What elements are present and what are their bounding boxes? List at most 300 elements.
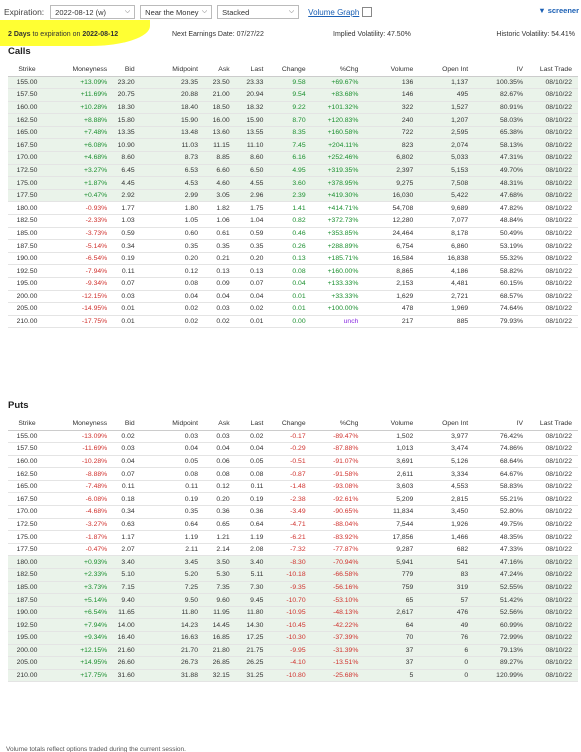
table-cell: 476 [413,606,468,619]
table-row[interactable] [8,644,578,657]
table-row[interactable] [8,202,578,215]
table-cell: 0.63 [107,518,134,531]
table-cell: 08/10/22 [523,76,578,89]
table-row[interactable] [8,240,578,253]
table-cell[interactable]: 162.50 [8,468,46,481]
table-cell: 0.64 [230,518,264,531]
table-cell: 55.21% [468,493,523,506]
table-cell: +13.09% [46,76,107,89]
table-cell: +17.75% [46,669,107,682]
column-header[interactable]: Last Trade [523,63,578,76]
table-cell[interactable]: 175.00 [8,177,46,190]
table-cell: 682 [413,543,468,556]
table-cell: 5,422 [413,189,468,202]
table-cell: 74.86% [468,443,523,456]
table-cell: 48.31% [468,177,523,190]
table-cell[interactable]: 182.50 [8,569,46,582]
table-cell: 8.70 [263,114,305,127]
table-cell: 0.08 [135,468,198,481]
column-header[interactable]: Volume [358,417,413,430]
table-cell: 60.15% [468,278,523,291]
column-header[interactable]: IV [468,63,523,76]
table-cell: 08/10/22 [523,493,578,506]
table-cell: 20.94 [230,89,264,102]
table-cell: 10.90 [107,139,134,152]
table-cell[interactable]: 160.00 [8,101,46,114]
table-cell: 0.08 [198,468,230,481]
table-cell[interactable]: 192.50 [8,619,46,632]
table-row[interactable] [8,303,578,316]
table-cell: 72.99% [468,632,523,645]
table-cell: 9.22 [263,101,305,114]
table-row[interactable] [8,493,578,506]
table-cell[interactable]: 185.00 [8,581,46,594]
table-cell: 57 [413,594,468,607]
table-cell: 21.75 [230,644,264,657]
table-cell[interactable]: 210.00 [8,315,46,328]
column-header[interactable]: Midpoint [135,417,198,430]
table-cell: 49 [413,619,468,632]
table-cell: 0.03 [135,430,198,443]
table-cell[interactable]: 187.50 [8,594,46,607]
table-cell[interactable]: 172.50 [8,518,46,531]
table-cell: 0.35 [135,240,198,253]
table-cell: 3,474 [413,443,468,456]
table-cell[interactable]: 155.00 [8,430,46,443]
table-cell: -0.47% [46,543,107,556]
table-cell: 48.35% [468,531,523,544]
table-cell: 1.21 [198,531,230,544]
table-cell: 7.35 [198,581,230,594]
table-cell: 0.12 [135,265,198,278]
table-cell: 08/10/22 [523,669,578,682]
table-cell[interactable]: 172.50 [8,164,46,177]
filter-icon: ▼ [538,6,546,15]
table-cell: 1,466 [413,531,468,544]
column-header[interactable]: Moneyness [46,63,107,76]
table-cell: 0.04 [135,443,198,456]
chevron-down-icon: ⌵ [124,8,131,15]
table-cell: 9.50 [135,594,198,607]
table-cell[interactable]: 170.00 [8,152,46,165]
table-row[interactable] [8,468,578,481]
table-row[interactable] [8,227,578,240]
table-cell: 47.24% [468,569,523,582]
table-cell: 5.10 [107,569,134,582]
table-cell: 1.19 [230,531,264,544]
table-cell[interactable]: 190.00 [8,606,46,619]
column-header[interactable]: Change [263,417,305,430]
table-cell[interactable]: 165.00 [8,480,46,493]
table-cell: 2,721 [413,290,468,303]
table-cell: -0.51 [263,455,305,468]
table-cell[interactable]: 185.00 [8,227,46,240]
table-row[interactable] [8,89,578,102]
column-header[interactable]: Ask [198,63,230,76]
table-cell: 0.34 [107,240,134,253]
table-cell: -77.87% [306,543,359,556]
table-cell: 1.41 [263,202,305,215]
table-cell: 0.05 [230,455,264,468]
table-cell: 08/10/22 [523,315,578,328]
table-cell[interactable]: 167.50 [8,139,46,152]
screener-link[interactable] [538,6,579,15]
table-cell: +12.15% [46,644,107,657]
table-row[interactable] [8,506,578,519]
historic-volatility: Historic Volatility: 54.41% [496,30,575,38]
table-cell: -93.08% [306,480,359,493]
table-cell[interactable]: 160.00 [8,455,46,468]
table-row[interactable] [8,252,578,265]
table-cell: -48.13% [306,606,359,619]
table-cell: 3.45 [135,556,198,569]
table-cell: 0.01 [107,315,134,328]
table-cell[interactable]: 177.50 [8,543,46,556]
table-cell: 0.20 [135,252,198,265]
table-cell: 5.20 [135,569,198,582]
table-cell[interactable]: 180.00 [8,202,46,215]
column-header[interactable]: Ask [198,417,230,430]
table-cell: 0.36 [198,506,230,519]
table-cell: 08/10/22 [523,606,578,619]
table-cell: 11.65 [107,606,134,619]
table-row[interactable] [8,543,578,556]
table-cell: 6.16 [263,152,305,165]
table-row[interactable] [8,480,578,493]
column-header[interactable]: IV [468,417,523,430]
table-cell: 8.35 [263,126,305,139]
volume-graph-checkbox[interactable] [362,7,372,17]
table-row[interactable] [8,455,578,468]
table-cell: 759 [358,581,413,594]
table-cell: -10.80 [263,669,305,682]
table-cell[interactable]: 192.50 [8,265,46,278]
column-header[interactable]: Open Int [413,63,468,76]
column-header[interactable]: Moneyness [46,417,107,430]
table-cell: 08/10/22 [523,164,578,177]
table-cell: 1,969 [413,303,468,316]
table-cell: -88.04% [306,518,359,531]
table-cell: -10.18 [263,569,305,582]
table-cell: 2,617 [358,606,413,619]
table-cell: 136 [358,76,413,89]
table-cell: 08/10/22 [523,443,578,456]
table-cell: 11,834 [358,506,413,519]
moneyness-select[interactable] [140,5,212,19]
table-cell: 0.07 [230,278,264,291]
table-cell: -0.93% [46,202,107,215]
column-header[interactable]: Volume [358,63,413,76]
table-cell: 37 [358,657,413,670]
table-row[interactable] [8,606,578,619]
table-row[interactable] [8,556,578,569]
table-cell: 08/10/22 [523,101,578,114]
table-cell: -4.71 [263,518,305,531]
table-cell[interactable]: 170.00 [8,506,46,519]
table-cell: 50.49% [468,227,523,240]
column-header[interactable]: %Chg [306,63,359,76]
table-cell: 8,865 [358,265,413,278]
column-header[interactable]: Strike [8,417,46,430]
expiration-select[interactable] [50,5,135,19]
table-row[interactable] [8,189,578,202]
implied-volatility: Implied Volatility: 47.50% [333,30,411,38]
table-cell: 0.04 [107,455,134,468]
table-cell: 20.75 [107,89,134,102]
table-row[interactable] [8,531,578,544]
table-cell: 13.48 [135,126,198,139]
table-cell[interactable]: 157.50 [8,443,46,456]
chevron-down-icon: ⌵ [288,8,295,15]
table-cell: 13.55 [230,126,264,139]
table-cell: 9,689 [413,202,468,215]
table-cell: -6.08% [46,493,107,506]
table-cell[interactable]: 200.00 [8,644,46,657]
table-cell: -7.48% [46,480,107,493]
table-cell: 9.45 [230,594,264,607]
table-cell: -4.68% [46,506,107,519]
table-cell: +372.73% [306,215,359,228]
column-header[interactable]: Open Int [413,417,468,430]
table-cell: +353.85% [306,227,359,240]
table-cell: 08/10/22 [523,265,578,278]
table-row[interactable] [8,581,578,594]
table-cell: 08/10/22 [523,290,578,303]
table-cell: +0.93% [46,556,107,569]
table-cell: -13.09% [46,430,107,443]
table-cell: 2,611 [358,468,413,481]
table-row[interactable] [8,315,578,328]
table-cell: -89.47% [306,430,359,443]
table-cell: -3.73% [46,227,107,240]
table-cell: 4.60 [198,177,230,190]
table-cell[interactable]: 180.00 [8,556,46,569]
table-row[interactable] [8,114,578,127]
table-cell: 8,178 [413,227,468,240]
table-row[interactable] [8,164,578,177]
table-cell: 5,941 [358,556,413,569]
table-cell: 08/10/22 [523,468,578,481]
table-cell: 0.11 [230,480,264,493]
table-cell: 2.39 [263,189,305,202]
table-cell: 79.13% [468,644,523,657]
next-earnings-date: Next Earnings Date: 07/27/22 [172,30,264,38]
table-cell[interactable]: 155.00 [8,76,46,89]
table-cell: 7.15 [107,581,134,594]
table-cell: 0.13 [230,265,264,278]
table-cell: 1.75 [230,202,264,215]
table-row[interactable] [8,290,578,303]
table-cell: 0.08 [135,278,198,291]
table-cell: 0.01 [230,315,264,328]
table-cell: 14.30 [230,619,264,632]
table-cell: 21.80 [198,644,230,657]
table-cell[interactable]: 175.00 [8,531,46,544]
table-cell: 2,815 [413,493,468,506]
table-cell: 0.04 [198,290,230,303]
table-cell: -10.45 [263,619,305,632]
table-cell[interactable]: 205.00 [8,303,46,316]
table-cell[interactable]: 195.00 [8,632,46,645]
table-cell: +288.89% [306,240,359,253]
days-count: 2 Days [8,30,31,38]
table-row[interactable] [8,152,578,165]
table-row[interactable] [8,265,578,278]
table-cell: 53.19% [468,240,523,253]
table-cell: -13.51% [306,657,359,670]
table-cell: 13.35 [107,126,134,139]
table-cell: 0.02 [135,315,198,328]
table-row[interactable] [8,430,578,443]
table-cell: +7.48% [46,126,107,139]
table-cell: -9.35 [263,581,305,594]
table-cell: 6.45 [107,164,134,177]
table-cell[interactable]: 182.50 [8,215,46,228]
table-cell: 0.05 [135,455,198,468]
table-cell: 37 [358,644,413,657]
table-cell: 0.21 [198,252,230,265]
table-cell[interactable]: 165.00 [8,126,46,139]
table-cell: 8.60 [107,152,134,165]
table-cell: 0.19 [135,493,198,506]
table-cell: 08/10/22 [523,480,578,493]
table-cell: 08/10/22 [523,543,578,556]
column-header[interactable]: Last Trade [523,417,578,430]
table-row[interactable] [8,619,578,632]
table-cell: 16,838 [413,252,468,265]
table-cell: 3.40 [230,556,264,569]
table-row[interactable] [8,569,578,582]
table-row[interactable] [8,278,578,291]
table-cell: -9.95 [263,644,305,657]
table-cell[interactable]: 210.00 [8,669,46,682]
table-cell: 5,153 [413,164,468,177]
table-cell[interactable]: 187.50 [8,240,46,253]
table-row[interactable] [8,518,578,531]
table-row[interactable] [8,443,578,456]
table-row[interactable] [8,657,578,670]
table-cell: -9.34% [46,278,107,291]
table-cell[interactable]: 200.00 [8,290,46,303]
table-cell: -11.69% [46,443,107,456]
table-cell: 08/10/22 [523,252,578,265]
table-cell: 6.53 [135,164,198,177]
table-cell: 322 [358,101,413,114]
column-header[interactable]: Last [230,417,264,430]
table-cell: 14.23 [135,619,198,632]
column-header[interactable]: Bid [107,63,134,76]
table-cell: 08/10/22 [523,89,578,102]
table-cell: 2.11 [135,543,198,556]
table-cell: 23.33 [230,76,264,89]
table-cell: -8.88% [46,468,107,481]
info-bar [0,28,581,40]
table-cell: 5,209 [358,493,413,506]
table-row[interactable] [8,215,578,228]
table-cell: 0.01 [263,290,305,303]
table-row[interactable] [8,594,578,607]
table-cell: 779 [358,569,413,582]
table-cell: -10.70 [263,594,305,607]
table-cell: 17,856 [358,531,413,544]
table-cell: 0.18 [107,493,134,506]
table-cell: 26.73 [135,657,198,670]
table-row[interactable] [8,76,578,89]
table-cell: 08/10/22 [523,126,578,139]
table-row[interactable] [8,101,578,114]
table-cell: 47.16% [468,556,523,569]
table-row[interactable] [8,177,578,190]
column-header[interactable]: %Chg [306,417,359,430]
table-cell: -0.87 [263,468,305,481]
table-cell: 20.88 [135,89,198,102]
table-cell: 3.05 [198,189,230,202]
table-cell: 217 [358,315,413,328]
table-cell: 52.55% [468,581,523,594]
table-cell: -10.30 [263,632,305,645]
layout-select[interactable] [217,5,299,19]
column-header[interactable]: Last [230,63,264,76]
table-cell: 2.92 [107,189,134,202]
table-cell[interactable]: 167.50 [8,493,46,506]
calls-header-row [8,63,578,76]
table-cell: 16.85 [198,632,230,645]
column-header[interactable]: Strike [8,63,46,76]
table-cell[interactable]: 190.00 [8,252,46,265]
table-cell[interactable]: 157.50 [8,89,46,102]
table-cell: -53.10% [306,594,359,607]
table-cell: 4.45 [107,177,134,190]
moneyness-select-value: Near the Money [145,7,199,17]
table-cell: 823 [358,139,413,152]
table-row[interactable] [8,126,578,139]
table-cell: 21.70 [135,644,198,657]
table-cell: 0.35 [198,240,230,253]
table-cell: 9,275 [358,177,413,190]
table-row[interactable] [8,139,578,152]
table-row[interactable] [8,632,578,645]
table-cell: 83 [413,569,468,582]
column-header[interactable]: Midpoint [135,63,198,76]
table-cell: 08/10/22 [523,644,578,657]
table-cell: 70 [358,632,413,645]
table-row[interactable] [8,669,578,682]
table-cell[interactable]: 162.50 [8,114,46,127]
table-cell: +185.71% [306,252,359,265]
volume-graph-link[interactable]: Volume Graph [308,7,360,17]
table-cell: 0.03 [107,290,134,303]
table-cell: 1.17 [107,531,134,544]
table-cell: 55.32% [468,252,523,265]
table-cell: 0.02 [198,315,230,328]
table-cell[interactable]: 205.00 [8,657,46,670]
table-cell: 1,013 [358,443,413,456]
table-cell: 08/10/22 [523,177,578,190]
table-cell: 100.35% [468,76,523,89]
column-header[interactable]: Bid [107,417,134,430]
table-cell: -14.95% [46,303,107,316]
table-cell: 11.80 [230,606,264,619]
table-cell[interactable]: 195.00 [8,278,46,291]
table-cell: 0.01 [107,303,134,316]
table-cell: +4.68% [46,152,107,165]
table-cell: -17.75% [46,315,107,328]
table-cell: 0.82 [263,215,305,228]
table-cell: 08/10/22 [523,619,578,632]
table-cell[interactable]: 177.50 [8,189,46,202]
column-header[interactable]: Change [263,63,305,76]
table-cell: +8.88% [46,114,107,127]
